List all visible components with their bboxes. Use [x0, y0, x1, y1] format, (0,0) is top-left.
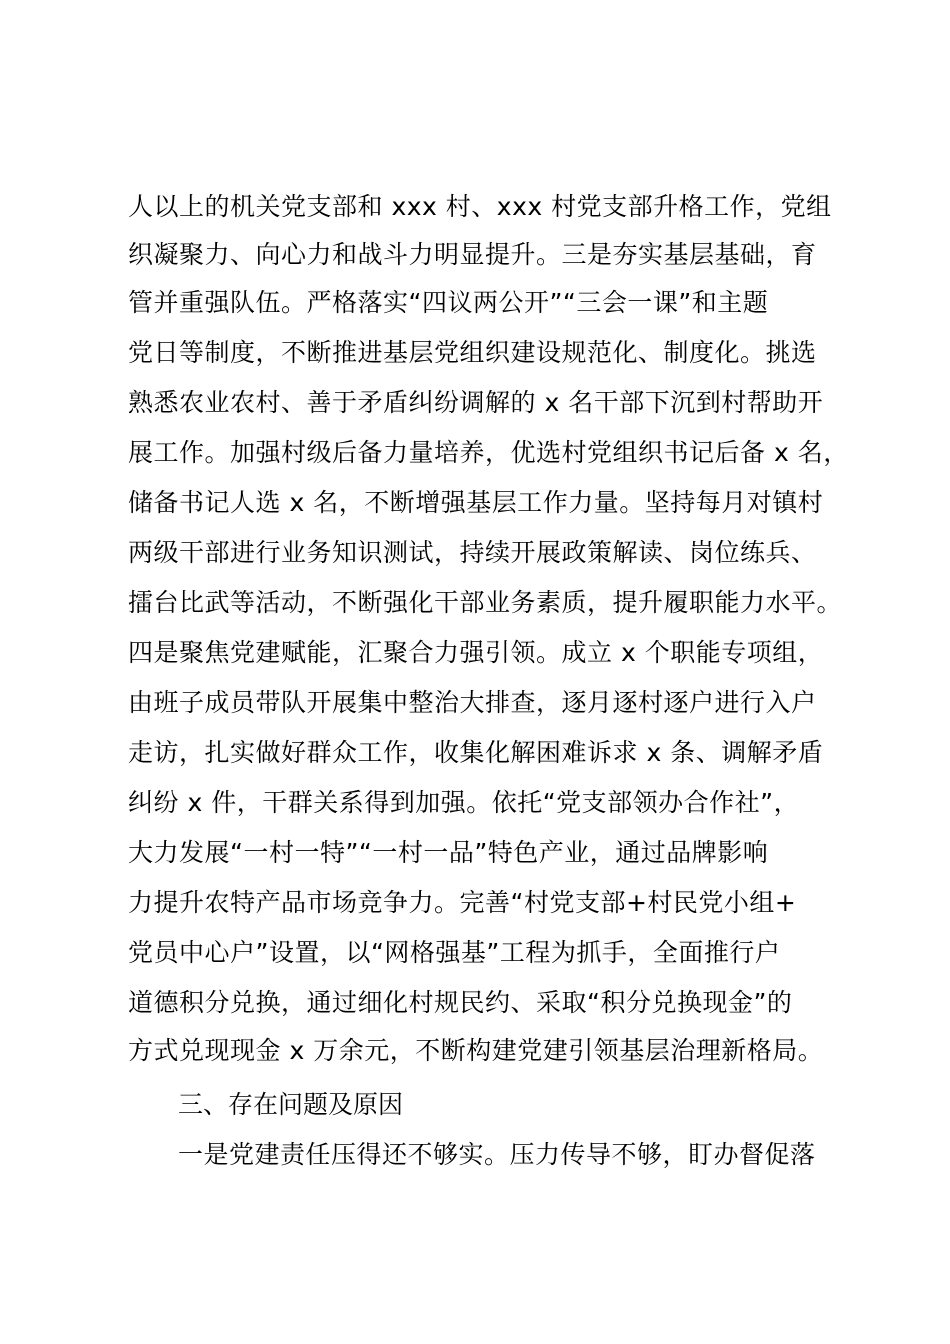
body-line: 党日等制度，不断推进基层党组织建设规范化、制度化。挑选 — [128, 338, 817, 367]
body-line: 力提升农特产品市场竞争力。完善“村党支部+村民党小组+ — [128, 888, 797, 917]
body-line: 管并重强队伍。严格落实“四议两公开”“三会一课”和主题 — [128, 288, 769, 317]
body-line: 走访，扎实做好群众工作，收集化解困难诉求 x 条、调解矛盾 — [128, 738, 824, 767]
body-line: 熟悉农业农村、善于矛盾纠纷调解的 x 名干部下沉到村帮助开 — [128, 388, 824, 417]
body-line: 人以上的机关党支部和 xxx 村、xxx 村党支部升格工作，党组 — [128, 192, 832, 221]
body-line: 四是聚焦党建赋能，汇聚合力强引领。成立 x 个职能专项组， — [128, 638, 824, 667]
body-line: 大力发展“一村一特”“一村一品”特色产业，通过品牌影响 — [128, 838, 769, 867]
body-line: 展工作。加强村级后备力量培养，优选村党组织书记后备 x 名， — [128, 438, 849, 467]
paragraph-first-line: 一是党建责任压得还不够实。压力传导不够，盯办督促落 — [178, 1140, 816, 1169]
body-line: 由班子成员带队开展集中整治大排查，逐月逐村逐户进行入户 — [128, 688, 817, 717]
body-line: 擂台比武等活动，不断强化干部业务素质，提升履职能力水平。 — [128, 588, 843, 617]
body-line: 道德积分兑换，通过细化村规民约、采取“积分兑换现金”的 — [128, 988, 793, 1017]
section-heading: 三、存在问题及原因 — [178, 1090, 404, 1119]
body-line: 储备书记人选 x 名，不断增强基层工作力量。坚持每月对镇村 — [128, 488, 824, 517]
body-line: 纠纷 x 件，干群关系得到加强。依托“党支部领办合作社”， — [128, 788, 800, 817]
body-line: 方式兑现现金 x 万余元，不断构建党建引领基层治理新格局。 — [128, 1036, 824, 1065]
body-line: 织凝聚力、向心力和战斗力明显提升。三是夯实基层基础，育 — [128, 240, 817, 269]
body-line: 党员中心户”设置，以“网格强基”工程为抓手，全面推行户 — [128, 938, 781, 967]
body-line: 两级干部进行业务知识测试，持续开展政策解读、岗位练兵、 — [128, 538, 817, 567]
